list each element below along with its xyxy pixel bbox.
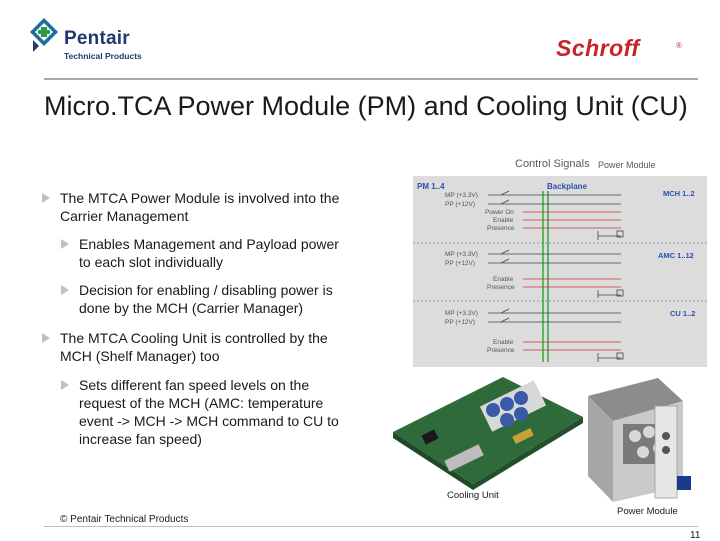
pp-label: PP (+12V)	[445, 319, 476, 326]
footer-copyright: © Pentair Technical Products	[60, 514, 189, 525]
cooling-unit-photo	[383, 372, 588, 490]
page-number: 11	[690, 530, 701, 541]
pentair-mark-icon	[30, 18, 58, 54]
pm-label: PM 1..4	[417, 182, 445, 191]
bullet-arrow-icon	[42, 193, 50, 203]
bullet-cooling-unit	[60, 329, 360, 365]
pentair-subtitle: Technical Products	[64, 51, 142, 61]
target-label: CU 1..2	[670, 309, 696, 318]
bullet-arrow-icon	[61, 239, 69, 249]
bullet-enables-management	[79, 235, 349, 271]
signal-label: Presence	[487, 225, 515, 232]
bullet-arrow-icon	[61, 380, 69, 390]
bullet-arrow-icon	[61, 285, 69, 295]
header-divider	[44, 78, 698, 80]
mp-label: MP (+3.3V)	[445, 192, 478, 199]
power-module-photo	[583, 376, 693, 502]
bullet-arrow-icon	[42, 333, 50, 343]
footer-divider	[44, 526, 698, 527]
pp-label: PP (+12V)	[445, 260, 476, 267]
signal-label: Enable	[493, 339, 514, 346]
target-label: AMC 1..12	[658, 251, 694, 260]
target-label: MCH 1..2	[663, 189, 695, 198]
schroff-logo: Schroff	[556, 35, 640, 61]
bullet-text: Sets different fan speed levels on the request of the MCH (AMC: temperature event -> MCH -> MCH command to CU to increase fan speed)	[79, 377, 339, 447]
bullet-fan-speed	[79, 376, 354, 448]
signal-label: Presence	[487, 284, 515, 291]
pentair-name: Pentair	[64, 28, 130, 49]
cooling-unit-caption: Cooling Unit	[447, 490, 499, 501]
signal-label: Power On	[485, 209, 514, 216]
bullet-text: The MTCA Cooling Unit is controlled by the MCH (Shelf Manager) too	[60, 330, 328, 364]
control-signals-diagram	[413, 176, 707, 367]
bullet-power-module	[60, 189, 350, 225]
pentair-logo	[30, 18, 170, 62]
signal-label: Enable	[493, 217, 514, 224]
slide-title: Micro.TCA Power Module (PM) and Cooling Unit (CU)	[44, 91, 688, 121]
control-signals-subheading: Power Module	[598, 160, 656, 170]
bullet-text: The MTCA Power Module is involved into the Carrier Management	[60, 190, 340, 224]
power-module-caption: Power Module	[617, 506, 678, 517]
bullet-text: Decision for enabling / disabling power is done by the MCH (Carrier Manager)	[79, 282, 333, 316]
control-signals-heading: Control Signals	[515, 158, 590, 170]
signal-label: Presence	[487, 347, 515, 354]
mp-label: MP (+3.3V)	[445, 310, 478, 317]
signal-label: Enable	[493, 276, 514, 283]
schroff-registered-mark: ®	[676, 41, 682, 50]
mp-label: MP (+3.3V)	[445, 251, 478, 258]
bullet-decision	[79, 281, 349, 317]
backplane-label: Backplane	[547, 182, 588, 191]
bullet-text: Enables Management and Payload power to each slot individually	[79, 236, 339, 270]
pp-label: PP (+12V)	[445, 201, 476, 208]
